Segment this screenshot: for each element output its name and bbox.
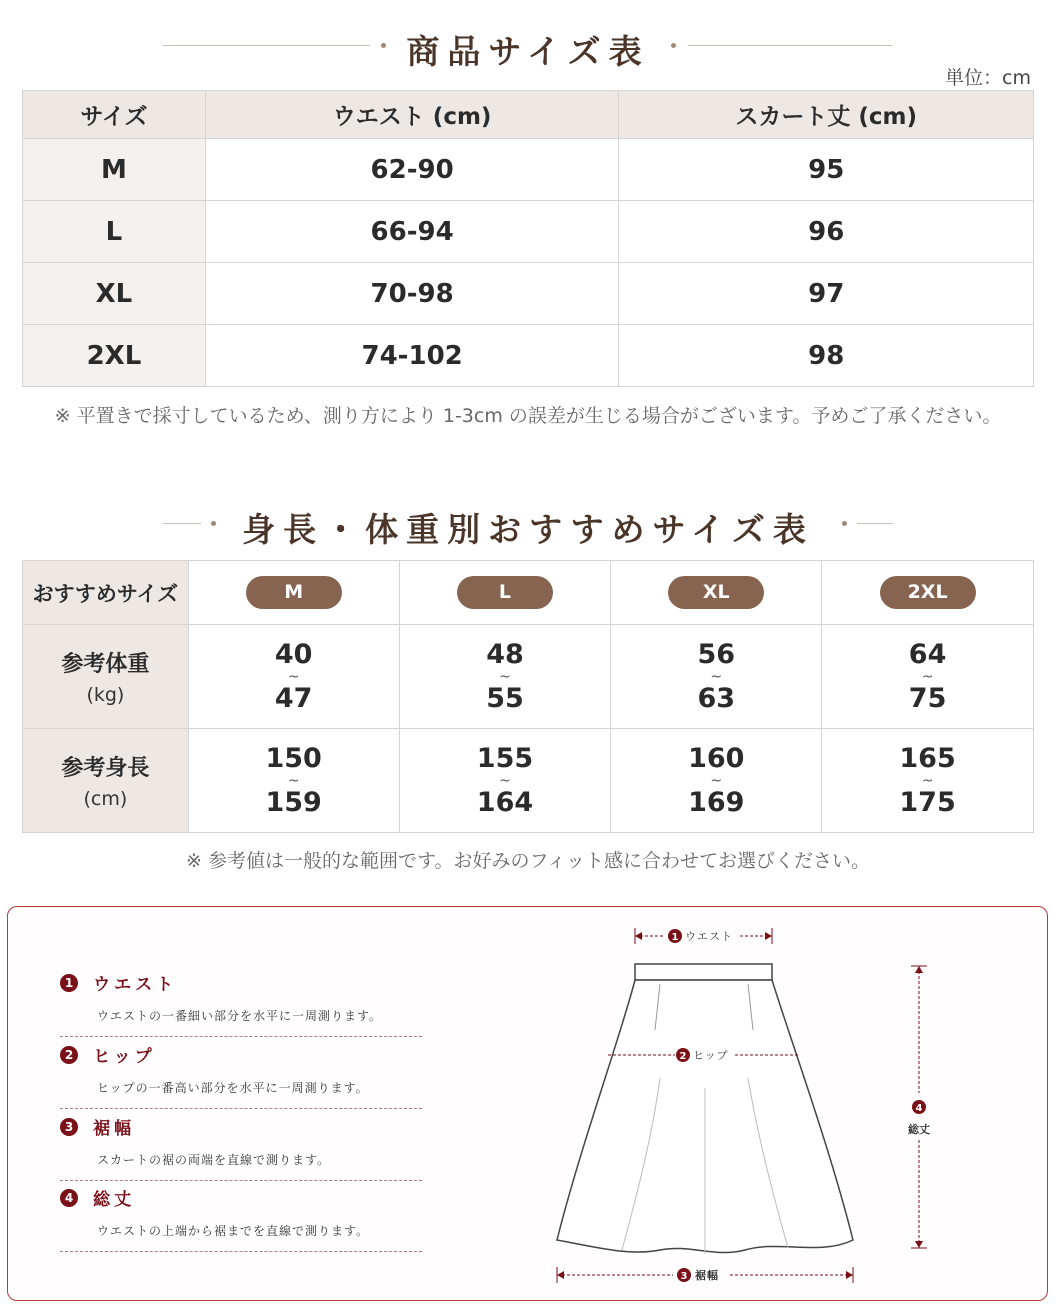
measure-item-desc: ウエストの一番細い部分を水平に一周測ります。 (97, 1009, 383, 1023)
height-range-cell (188, 729, 399, 833)
weight-row (23, 625, 1034, 729)
dashed-divider (60, 1180, 422, 1181)
waist-cell: 66-94 (205, 201, 619, 263)
range-max: 63 (697, 682, 736, 714)
measure-item-length (60, 1185, 422, 1252)
weight-unit: (kg) (86, 684, 125, 706)
measure-item-hem (60, 1114, 422, 1181)
length-measure-arrow (908, 966, 930, 1248)
recommend-size-table (22, 560, 1034, 833)
range-tilde: ~ (287, 772, 300, 789)
weight-label-cell (23, 625, 189, 729)
range-tilde: ~ (287, 668, 300, 685)
size-pill: 2XL (880, 576, 976, 609)
range-max: 175 (899, 786, 956, 818)
waist-measure-arrow (635, 928, 772, 944)
size-pill: M (246, 576, 342, 609)
hem-diagram-label: 裾幅 (695, 1269, 719, 1282)
measure-item-title: 総丈 (93, 1190, 136, 1210)
size-cell: 2XL (23, 325, 206, 387)
table-row (23, 201, 1034, 263)
dashed-divider (60, 1108, 422, 1109)
weight-label: 参考体重 (61, 652, 150, 677)
range-max: 164 (476, 786, 534, 818)
title1-line-right (688, 45, 892, 46)
measure-item-title: ヒップ (93, 1047, 156, 1067)
measure-item-waist (60, 970, 422, 1037)
title1-dot-right (671, 43, 676, 48)
size-chart-table (22, 90, 1034, 387)
height-range-cell (611, 729, 822, 833)
size-pill: L (457, 576, 553, 609)
size-pill-cell (399, 561, 611, 625)
weight-range-cell (822, 625, 1034, 729)
size-pill-cell (611, 561, 822, 625)
measurement-note: ※ 平置きで採寸しているため、測り方により 1-3cm の誤差が生じる場合がございます。予めご了承ください。 (54, 405, 1002, 427)
reference-note: ※ 参考値は一般的な範囲です。お好みのフィット感に合わせてお選びください。 (186, 850, 870, 872)
size-chart-title: 商品サイズ表 (406, 32, 650, 71)
range-min: 40 (274, 638, 313, 670)
height-row (23, 729, 1034, 833)
table-header-row (23, 91, 1034, 139)
number-badge: 4 (60, 1189, 78, 1207)
hem-measure-arrow (557, 1267, 853, 1283)
waist-cell: 74-102 (205, 325, 619, 387)
measure-item-desc: ウエストの上端から裾までを直線で測ります。 (97, 1224, 370, 1238)
hem-badge-num: 3 (680, 1271, 688, 1282)
range-tilde: ~ (921, 772, 934, 789)
range-max: 169 (688, 786, 745, 818)
waist-diagram-label: ウエスト (685, 930, 733, 943)
number-badge: 2 (60, 1046, 78, 1064)
range-tilde: ~ (499, 668, 511, 685)
measure-item-title: 裾幅 (93, 1119, 136, 1139)
table-row (23, 139, 1034, 201)
size-pill-cell (188, 561, 399, 625)
range-min: 56 (697, 638, 736, 670)
recommend-size-label: おすすめサイズ (23, 561, 189, 625)
size-pill: XL (668, 576, 764, 609)
range-tilde: ~ (710, 668, 723, 685)
table-row (23, 263, 1034, 325)
range-tilde: ~ (710, 772, 723, 789)
hip-badge-num: 2 (679, 1051, 687, 1062)
length-cell: 96 (619, 201, 1034, 263)
size-pill-cell (822, 561, 1034, 625)
range-max: 75 (908, 682, 947, 714)
measure-item-desc: スカートの裾の両端を直線で測ります。 (97, 1153, 331, 1167)
recommend-chart-title: 身長・体重別おすすめサイズ表 (242, 510, 814, 549)
height-range-cell (822, 729, 1034, 833)
unit-label: 単位：cm (945, 67, 1031, 89)
measure-item-desc: ヒップの一番高い部分を水平に一周測ります。 (97, 1081, 369, 1095)
weight-range-cell (399, 625, 611, 729)
range-min: 155 (476, 742, 534, 774)
number-badge: 1 (60, 974, 78, 992)
size-cell: M (23, 139, 206, 201)
height-label: 参考身長 (61, 756, 150, 781)
recommend-size-row (23, 561, 1034, 625)
length-cell: 98 (619, 325, 1034, 387)
measure-item-hip (60, 1042, 422, 1109)
range-max: 55 (486, 682, 524, 714)
range-max: 159 (265, 786, 322, 818)
col-size-header: サイズ (23, 91, 206, 139)
height-range-cell (399, 729, 611, 833)
length-badge-num: 4 (915, 1103, 923, 1114)
size-cell: L (23, 201, 206, 263)
range-tilde: ~ (921, 668, 934, 685)
waist-badge-num: 1 (671, 932, 679, 943)
dashed-divider (60, 1251, 422, 1252)
col-length-header: スカート丈 (cm) (619, 91, 1034, 139)
skirt-waistband (635, 964, 772, 980)
number-badge: 3 (60, 1118, 78, 1136)
range-min: 150 (265, 742, 322, 774)
measure-item-title: ウエスト (93, 975, 178, 995)
waist-cell: 70-98 (205, 263, 619, 325)
range-min: 48 (486, 638, 524, 670)
height-label-cell (23, 729, 189, 833)
title2-line-right (857, 523, 893, 524)
range-min: 64 (908, 638, 947, 670)
dashed-divider (60, 1036, 422, 1037)
length-diagram-label: 総丈 (908, 1123, 930, 1136)
skirt-diagram (540, 918, 980, 1296)
range-min: 160 (688, 742, 745, 774)
weight-range-cell (611, 625, 822, 729)
title2-dot-right (842, 521, 847, 526)
height-unit: (cm) (83, 788, 128, 810)
range-tilde: ~ (499, 772, 511, 789)
table-row (23, 325, 1034, 387)
size-cell: XL (23, 263, 206, 325)
length-cell: 95 (619, 139, 1034, 201)
range-min: 165 (899, 742, 956, 774)
length-cell: 97 (619, 263, 1034, 325)
hip-diagram-label: ヒップ (693, 1049, 729, 1062)
col-waist-header: ウエスト (cm) (205, 91, 619, 139)
waist-cell: 62-90 (205, 139, 619, 201)
range-max: 47 (274, 682, 313, 714)
weight-range-cell (188, 625, 399, 729)
